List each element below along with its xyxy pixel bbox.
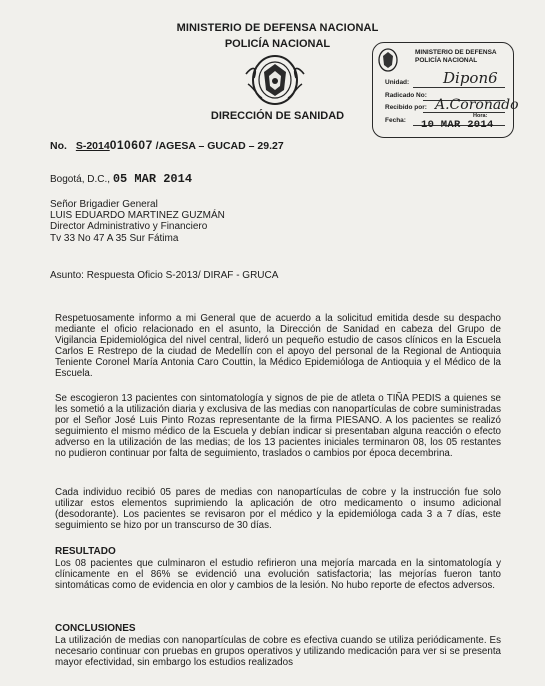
addressee-block (50, 199, 225, 244)
date-city: Bogotá, D.C., (50, 174, 111, 185)
stamp-recibido-label: Recibido por: (385, 104, 427, 111)
directorate-heading: DIRECCIÓN DE SANIDAD (210, 110, 345, 122)
reference-stamped-number: 010607 (109, 138, 153, 152)
reference-prefix: No. (50, 140, 67, 152)
stamp-seal-icon (377, 47, 399, 73)
reference-code-start: S-2014 (75, 140, 110, 152)
stamp-police: POLICÍA NACIONAL (415, 57, 478, 64)
stamp-hora-label: Hora: (473, 113, 488, 119)
stamp-date: 10 MAR 2014 (421, 119, 494, 131)
body-paragraph: Se escogieron 13 pacientes con sintomatología y signos de pie de atleta o TIÑA PEDIS a quienes se les sometió a la utilización diaria y exclusiva de las medias con nanopartículas de cobre suministradas por el Señor José Luis Pinto Rozas representante de la firma PIESANO. A los pacientes se realizó seguimiento el mismo médico de la Escuela y debían indicar si presentaban alguna reacción o efecto adverso en la utilización de las medias; de los 13 pacientes iniciales terminaron 08, los 05 restantes no pudieron continuar por falta de seguimiento, traslados o cambios por época decembrina. (55, 393, 501, 459)
ministry-heading: MINISTERIO DE DEFENSA NACIONAL (176, 22, 379, 34)
conclusiones-text: La utilización de medias con nanopartículas de cobre es efectiva cuando se utiliza periódicamente. Es necesario continuar con pruebas en grupos operativos y utilizando medicación para ver si se presenta mayor efectividad, sin embargo los estudios realizados (55, 635, 501, 668)
resultado-text: Los 08 pacientes que culminaron el estudio refirieron una mejoría marcada en la sintomatología y clínicamente en el 86% se evidenció una evolución satisfactoria; las mejorías fueron tanto sintomáticas como de evidencia en olor y cambios de la lesión. No hubo reporte de efectos adversos. (55, 558, 501, 591)
stamp-ministry: MINISTERIO DE DEFENSA (415, 49, 497, 56)
reception-stamp (372, 42, 519, 138)
addressee-line: LUIS EDUARDO MARTINEZ GUZMÁN (50, 210, 225, 222)
addressee-line: Tv 33 No 47 A 35 Sur Fátima (50, 232, 179, 244)
stamp-radicado-label: Radicado No: (385, 92, 427, 99)
body-paragraph: Cada individuo recibió 05 pares de medias con nanopartículas de cobre y la instrucción fue solo utilizar estos elementos suprimiendo la aplicación de otro medicamento o insumo adicional (desodorante). Los pacientes se revisaron por el médico y la epidemióloga cada 3 a 7 días, este seguimiento se hizo por un transcurso de 30 días. (55, 487, 501, 531)
police-seal-icon (240, 52, 310, 108)
stamp-recibido-signature: A.Coronado (435, 97, 519, 113)
date-stamped: 05 MAR 2014 (112, 172, 193, 186)
addressee-line: Señor Brigadier General (50, 199, 158, 210)
resultado-heading: RESULTADO (55, 546, 116, 557)
stamp-fecha-label: Fecha: (385, 117, 406, 124)
reference-code-end: /AGESA – GUCAD – 29.27 (155, 140, 284, 152)
conclusiones-heading: CONCLUSIONES (55, 623, 136, 634)
reference-number (50, 138, 284, 152)
subject-line: Asunto: Respuesta Oficio S-2013/ DIRAF - GRUCA (50, 270, 279, 281)
body-paragraph: Respetuosamente informo a mi General que de acuerdo a la solicitud emitida desde su despacho mediante el oficio relacionado en el asunto, la Dirección de Sanidad en cabeza del Grupo de Vigilancia Epidemiológica del nivel central, lideró un pequeño estudio de casos clínicos en la Escuela Carlos E Restrepo de la ciudad de Medellín con el apoyo del personal de la Regional de Antioquia Teniente Coronel María Antonia Caro Couttin, la Médico Epidemióloga de Antioquia y el Médico de la Escuela. (55, 313, 501, 379)
police-heading: POLICÍA NACIONAL (224, 38, 331, 50)
stamp-unidad-label: Unidad: (385, 79, 410, 86)
letter-date (50, 172, 192, 186)
stamp-unidad-handwriting: Dipon6 (443, 69, 498, 87)
stamp-unidad-line (413, 87, 505, 88)
addressee-line: Director Administrativo y Financiero (50, 221, 208, 233)
